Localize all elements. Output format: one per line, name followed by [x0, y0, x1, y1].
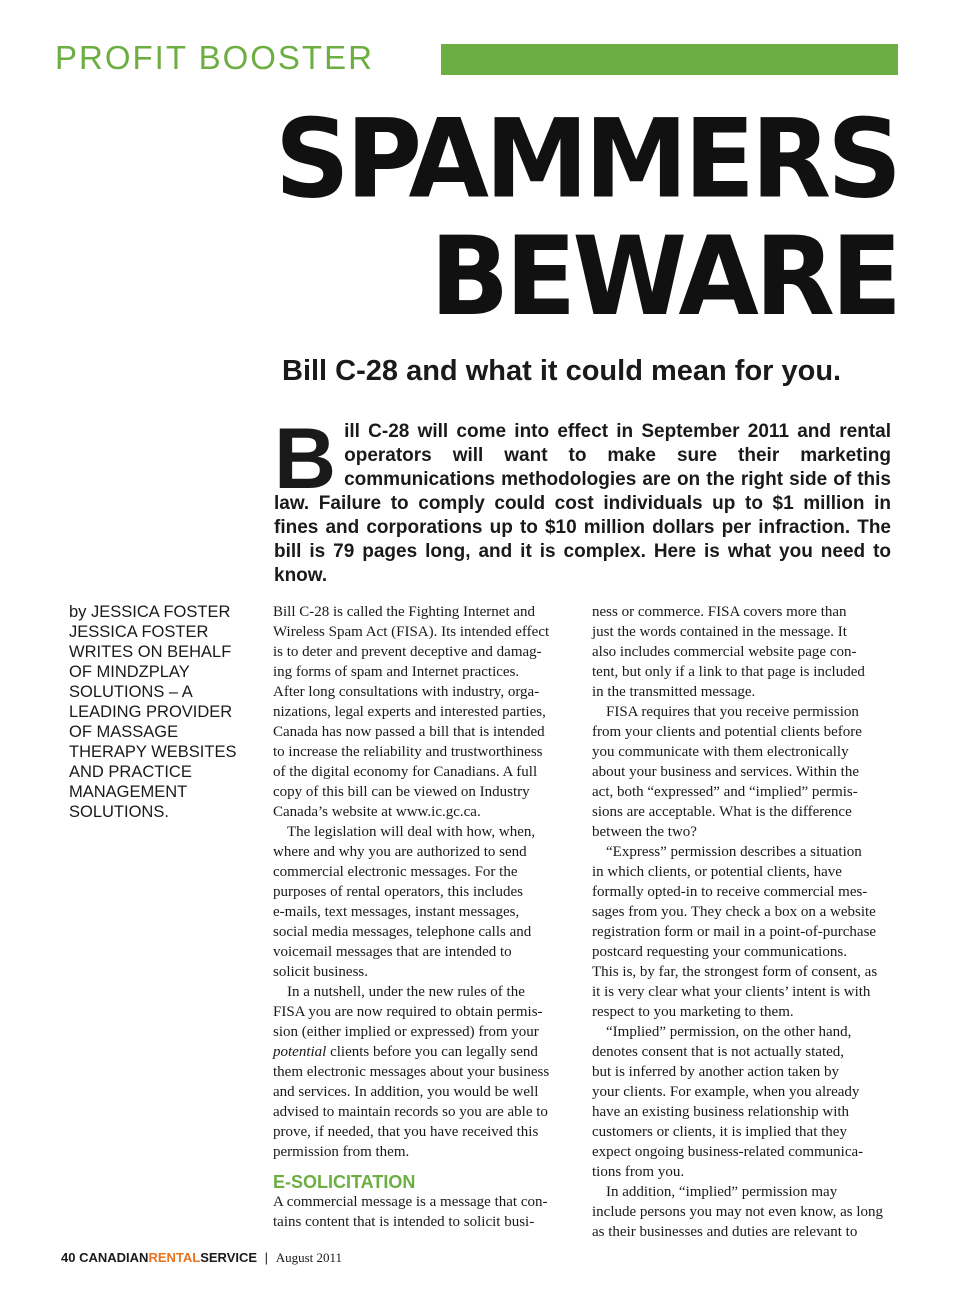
magazine-name-part: SERVICE — [200, 1250, 258, 1265]
byline-line: OF MASSAGE — [69, 723, 179, 741]
body-line: is to deter and prevent deceptive and damag- — [273, 644, 542, 660]
byline-line: SOLUTIONS – A — [69, 683, 193, 701]
body-line: copy of this bill can be viewed on Industry — [273, 784, 530, 800]
body-line: denotes consent that is not actually stated, — [592, 1044, 845, 1060]
body-line: respect to you marketing to them. — [592, 1004, 794, 1020]
body-line: about your business and services. Within the — [592, 764, 859, 780]
body-line: After long consultations with industry, orga- — [273, 684, 540, 700]
body-line: voicemail messages that are intended to — [273, 944, 512, 960]
headline — [248, 94, 898, 341]
byline-line: WRITES ON BEHALF — [69, 643, 232, 661]
intro-text: ill C-28 will come into effect in September 2011 and rental operators will want to make sure their marketing communications methodologies are on the right side of this law. Failure to comply could cost individuals up to $1 million in fines and corporations up to $10 million dollars per infraction. The bill is 79 pages long, and it is complex. Here is what you need to know. — [274, 421, 891, 586]
body-line: Wireless Spam Act (FISA). Its intended effect — [273, 624, 550, 640]
subhead-e-solicitation: E-SOLICITATION — [273, 1172, 416, 1192]
body-line: A commercial message is a message that con- — [273, 1194, 548, 1210]
body-line: from your clients and potential clients before — [592, 724, 862, 740]
footer-separator: | — [264, 1250, 269, 1265]
body-line: This is, by far, the strongest form of consent, as — [592, 964, 878, 980]
italic-word: potential — [273, 1044, 327, 1060]
body-line: in which clients, or potential clients, have — [592, 864, 842, 880]
body-line: In addition, “implied” permission may — [606, 1184, 838, 1200]
body-line: to increase the reliability and trustworthiness — [273, 744, 543, 760]
body-line: customers or clients, it is implied that they — [592, 1124, 847, 1140]
byline-line: AND PRACTICE — [69, 763, 192, 781]
body-line: sions are acceptable. What is the difference — [592, 804, 852, 820]
dek-subtitle: Bill C-28 and what it could mean for you. — [282, 355, 842, 387]
body-line: also includes commercial website page con- — [592, 644, 857, 660]
body-line: Canada’s website at www.ic.gc.ca. — [273, 804, 481, 820]
body-line: it is very clear what your clients’ intent is with — [592, 984, 871, 1000]
byline-line: THERAPY WEBSITES — [69, 743, 237, 761]
body-line — [273, 1042, 571, 1062]
headline-line-1: SPAMMERS — [274, 94, 898, 223]
body-line: ness or commerce. FISA covers more than — [592, 604, 847, 620]
magazine-name-accent: RENTAL — [148, 1250, 201, 1265]
body-line: “Implied” permission, on the other hand, — [606, 1024, 852, 1040]
body-line: commercial electronic messages. For the — [273, 864, 518, 880]
body-line: tains content that is intended to solicit busi- — [273, 1214, 535, 1230]
drop-cap: B — [274, 411, 337, 507]
body-line: solicit business. — [273, 964, 369, 980]
section-bar — [441, 44, 898, 75]
section-label: PROFIT BOOSTER — [55, 39, 374, 76]
body-line: include persons you may not even know, as long — [592, 1204, 884, 1220]
body-line: in the transmitted message. — [592, 684, 756, 700]
body-line: “Express” permission describes a situation — [606, 844, 862, 860]
byline-line: SOLUTIONS. — [69, 803, 169, 821]
byline — [69, 602, 249, 822]
body-line: have an existing business relationship with — [592, 1104, 850, 1120]
article-column-2 — [592, 602, 890, 1242]
byline-line: by JESSICA FOSTER — [69, 603, 231, 621]
body-line: tions from you. — [592, 1164, 685, 1180]
body-line: your clients. For example, when you already — [592, 1084, 860, 1100]
byline-line: JESSICA FOSTER — [69, 623, 209, 641]
body-line: you communicate with them electronically — [592, 744, 849, 760]
body-line: between the two? — [592, 824, 697, 840]
body-line: tent, but only if a link to that page is included — [592, 664, 865, 680]
headline-line-2: BEWARE — [430, 212, 898, 341]
body-line: The legislation will deal with how, when, — [287, 824, 536, 840]
body-line: just the words contained in the message. It — [592, 624, 847, 640]
body-line: expect ongoing business-related communica- — [592, 1144, 864, 1160]
body-line: permission from them. — [273, 1144, 410, 1160]
body-line: purposes of rental operators, this includes — [273, 884, 523, 900]
page-number: 40 — [61, 1250, 76, 1265]
body-line: In a nutshell, under the new rules of the — [287, 984, 525, 1000]
body-line: social media messages, telephone calls and — [273, 924, 532, 940]
body-line: them electronic messages about your business — [273, 1064, 550, 1080]
body-line: postcard requesting your communications. — [592, 944, 847, 960]
byline-line: LEADING PROVIDER — [69, 703, 233, 721]
body-line: and services. In addition, you would be well — [273, 1084, 539, 1100]
article-column-1 — [273, 602, 571, 1232]
body-line: Bill C-28 is called the Fighting Internet and — [273, 604, 536, 620]
body-line: act, both “expressed” and “implied” permis- — [592, 784, 858, 800]
issue-date: August 2011 — [275, 1250, 343, 1265]
body-line: advised to maintain records so you are able to — [273, 1104, 548, 1120]
body-line: of the digital economy for Canadians. A full — [273, 764, 538, 780]
body-line: where and why you are authorized to send — [273, 844, 527, 860]
body-line-rest: clients before you can legally send — [326, 1044, 538, 1060]
body-line: registration form or mail in a point-of-purchase — [592, 924, 877, 940]
byline-line: OF MINDZPLAY — [69, 663, 190, 681]
body-line: but is inferred by another action taken by — [592, 1064, 840, 1080]
body-line: nizations, legal experts and interested parties, — [273, 704, 546, 720]
byline-line: MANAGEMENT — [69, 783, 188, 801]
body-line: formally opted-in to receive commercial mes- — [592, 884, 868, 900]
body-line: ing forms of spam and Internet practices. — [273, 664, 520, 680]
body-line: e-mails, text messages, instant messages, — [273, 904, 520, 920]
magazine-name — [79, 1250, 257, 1265]
page-footer — [61, 1248, 342, 1268]
body-line: prove, if needed, that you have received this — [273, 1124, 539, 1140]
intro-paragraph — [274, 411, 891, 588]
body-line: Canada has now passed a bill that is intended — [273, 724, 545, 740]
magazine-name-part: CANADIAN — [79, 1250, 149, 1265]
body-line: FISA requires that you receive permission — [606, 704, 859, 720]
body-line: FISA you are now required to obtain permis- — [273, 1004, 543, 1020]
body-line: sion (either implied or expressed) from your — [273, 1024, 539, 1040]
body-line: sages from you. They check a box on a website — [592, 904, 876, 920]
body-line: as their businesses and duties are relevant to — [592, 1224, 858, 1240]
